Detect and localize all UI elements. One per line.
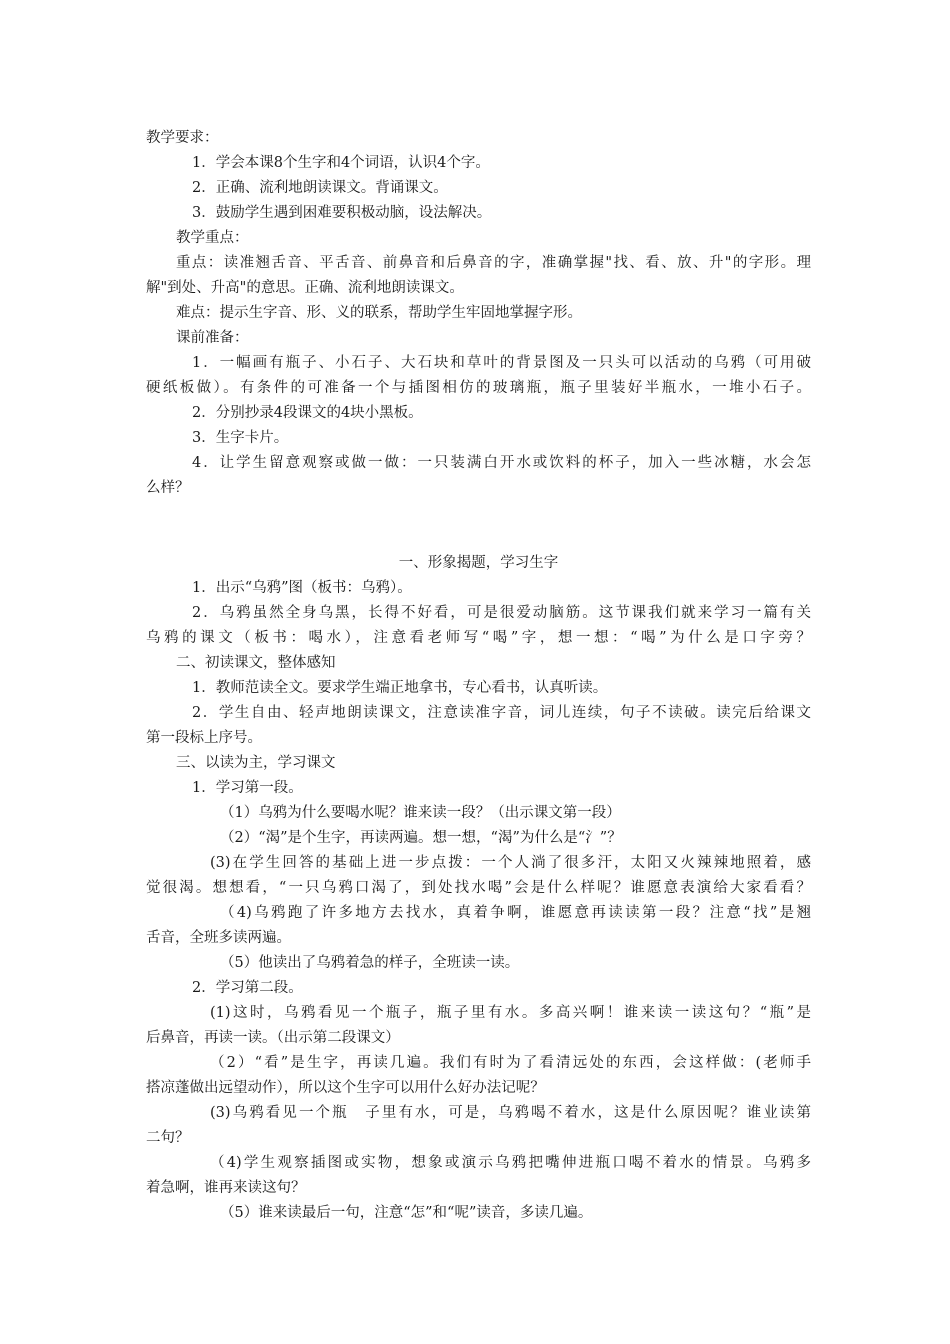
preparation-item-3: 3．生字卡片。 (192, 430, 289, 446)
part-one-item-2-line-1: 2．乌鸦虽然全身乌黑，长得不好看，可是很爱动脑筋。这节课我们就来学习一篇有关 (192, 605, 811, 621)
step-1-sub-item-4-line-2: 舌音，全班多读两遍。 (146, 930, 291, 946)
step-2-sub-item-5: （5）谁来读最后一句，注意“怎”和“呢”读音，多读几遍。 (220, 1205, 593, 1221)
requirement-item-1: 1．学会本课8个生字和4个词语，认识4个字。 (192, 155, 490, 171)
difficult-point-paragraph: 难点：提示生字音、形、义的联系，帮助学生牢固地掌握字形。 (176, 305, 582, 321)
step-2-sub-item-1-line-2: 后鼻音，再读一读。（出示第二段课文） (146, 1030, 400, 1046)
step-1-sub-item-3-line-1: (3)在学生回答的基础上进一步点拨：一个人淌了很多汗，太阳又火辣辣地照着，感 (210, 855, 811, 871)
part-two-item-2-line-1: 2．学生自由、轻声地朗读课文，注意读准字音，词儿连续，句子不读破。读完后给课文 (192, 705, 811, 721)
step-1-sub-item-2: （2）“渴”是个生字，再读两遍。想一想，“渴”为什么是“氵”？ (220, 830, 622, 846)
section-heading-part-three: 三、以读为主，学习课文 (176, 755, 336, 771)
section-heading-key-points: 教学重点： (176, 230, 249, 246)
preparation-item-4-line-2: 么样？ (146, 480, 190, 496)
part-three-step-2-heading: 2．学习第二段。 (192, 980, 303, 996)
section-heading-preparation: 课前准备： (176, 330, 249, 346)
key-point-paragraph-line-1: 重点：读准翘舌音、平舌音、前鼻音和后鼻音的字，准确掌握"找、看、放、升"的字形。理 (176, 255, 811, 271)
preparation-item-4-line-1: 4．让学生留意观察或做一做：一只装满白开水或饮料的杯子，加入一些冰糖，水会怎 (192, 455, 811, 471)
section-heading-part-two: 二、初读课文，整体感知 (176, 655, 336, 671)
step-1-sub-item-1: （1）乌鸦为什么要喝水呢？谁来读一段？（出示课文第一段） (220, 805, 621, 821)
preparation-item-1-line-1: 1．一幅画有瓶子、小石子、大石块和草叶的背景图及一只头可以活动的乌鸦（可用破 (192, 355, 811, 371)
part-two-item-1: 1．教师范读全文。要求学生端正地拿书，专心看书，认真听读。 (192, 680, 608, 696)
part-three-step-1-heading: 1．学习第一段。 (192, 780, 303, 796)
section-heading-part-one: 一、形象揭题，学习生字 (398, 555, 559, 571)
step-2-sub-item-4-line-2: 着急啊，谁再来读这句？ (146, 1180, 306, 1196)
preparation-item-1-line-2: 硬纸板做）。有条件的可准备一个与插图相仿的玻璃瓶，瓶子里装好半瓶水，一堆小石子。 (146, 380, 811, 396)
step-1-sub-item-5: （5）他读出了乌鸦着急的样子，全班读一读。 (220, 955, 520, 971)
requirement-item-2: 2．正确、流利地朗读课文。背诵课文。 (192, 180, 448, 196)
step-2-sub-item-2-line-2: 搭凉蓬做出远望动作），所以这个生字可以用什么好办法记呢？ (146, 1080, 545, 1096)
part-one-item-1: 1．出示“乌鸦”图（板书：乌鸦）。 (192, 580, 412, 596)
step-1-sub-item-3-line-2: 觉很渴。想想看，“一只乌鸦口渴了，到处找水喝”会是什么样呢？谁愿意表演给大家看看？ (146, 880, 811, 896)
key-point-paragraph-line-2: 解"到处、升高"的意思。正确、流利地朗读课文。 (146, 280, 464, 296)
requirement-item-3: 3．鼓励学生遇到困难要积极动脑，设法解决。 (192, 205, 492, 221)
step-2-sub-item-1-line-1: (1)这时，乌鸦看见一个瓶子，瓶子里有水。多高兴啊！谁来读一读这句？“瓶”是 (210, 1005, 811, 1021)
step-1-sub-item-4-line-1: （4)乌鸦跑了许多地方去找水，真着争啊，谁愿意再读读第一段？注意“找”是翘 (220, 905, 811, 921)
part-one-item-2-line-2: 乌鸦的课文（板书：喝水），注意看老师写“喝”字，想一想：“喝”为什么是口字旁？ (146, 630, 811, 646)
preparation-item-2: 2．分别抄录4段课文的4块小黑板。 (192, 405, 423, 421)
part-two-item-2-line-2: 第一段标上序号。 (146, 730, 262, 746)
step-2-sub-item-3-line-2: 二句？ (146, 1130, 190, 1146)
step-2-sub-item-2-line-1: （2）“看”是生字，再读几遍。我们有时为了看清远处的东西，会这样做：(老师手 (210, 1055, 811, 1071)
step-2-sub-item-4-line-1: （4)学生观察插图或实物，想象或演示乌鸦把嘴伸进瓶口喝不着水的情景。乌鸦多 (210, 1155, 811, 1171)
section-heading-teaching-requirements: 教学要求： (146, 130, 219, 146)
step-2-sub-item-3-line-1: (3)乌鸦看见一个瓶 子里有水，可是，乌鸦喝不着水，这是什么原因呢？谁业读第 (210, 1105, 811, 1121)
